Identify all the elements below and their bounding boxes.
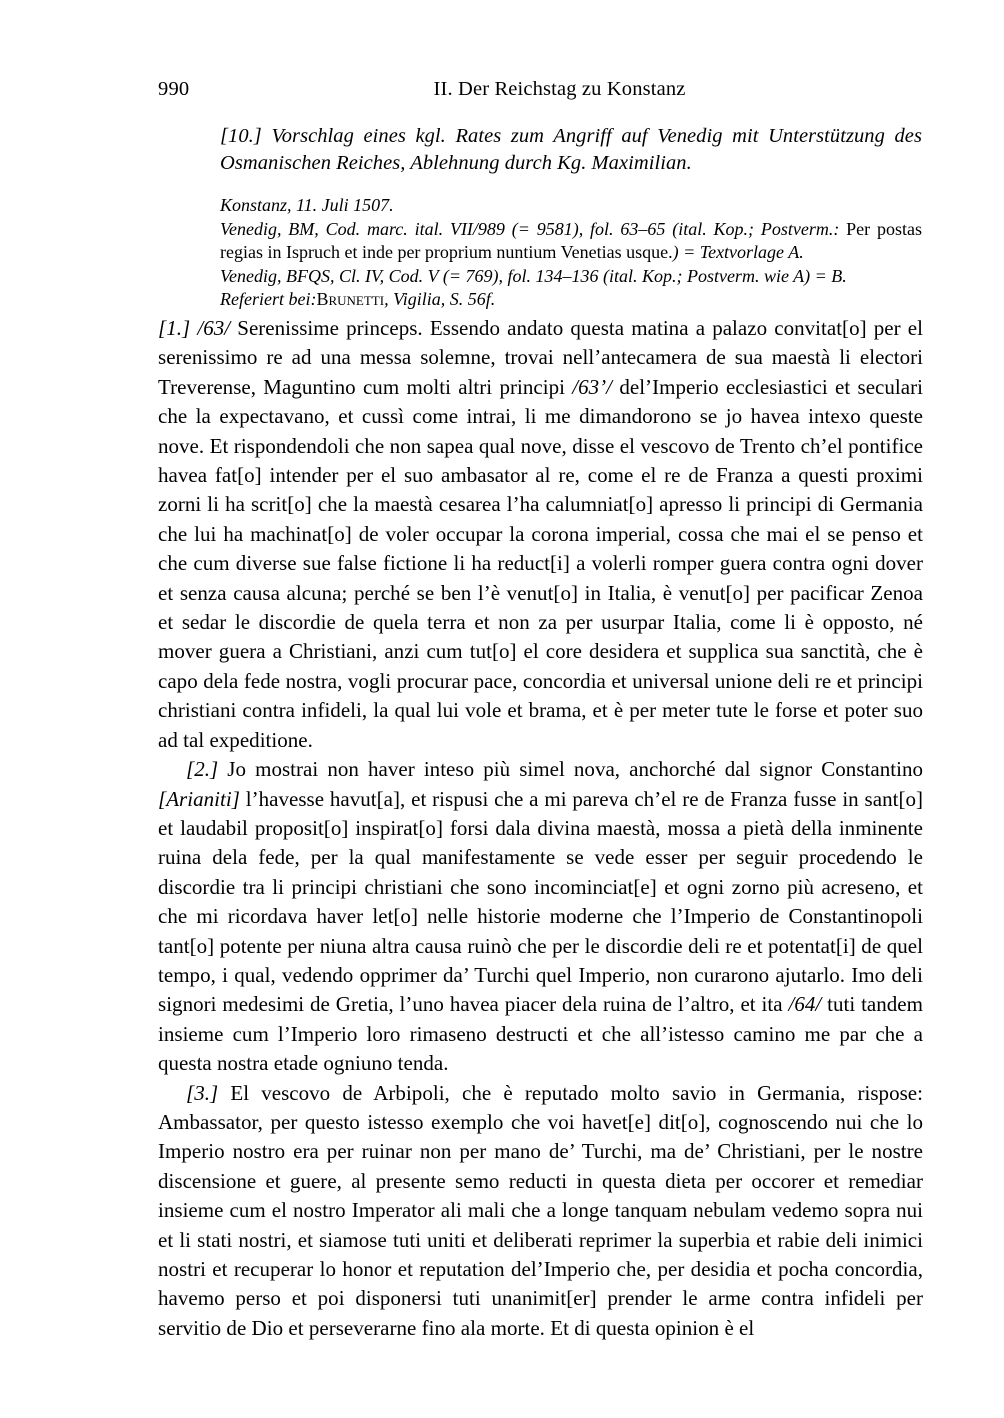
source-line-1-roman: Per postas regias in Ispruch et inde per proprium nuntium Venetias usque.: [220, 218, 922, 262]
paragraph-2: [158, 755, 923, 1078]
source-citation: [220, 218, 922, 312]
source-line-1-italic-b: ) = Textvorlage A.: [672, 242, 804, 262]
section-marker-2: [2.]: [186, 757, 219, 782]
folio-mark-63: /63/: [197, 316, 231, 340]
running-head: [158, 76, 923, 102]
paragraph-1: [158, 314, 923, 755]
running-title: II. Der Reichstag zu Konstanz: [433, 78, 686, 100]
source-line-3-suffix: , Vigilia, S. 56f.: [384, 289, 496, 309]
document-title: [10.] Vorschlag eines kgl. Rates zum Angriff auf Venedig mit Unterstützung des Osmanischen Reiches, Ablehnung durch Kg. Maximilian.: [220, 125, 922, 174]
source-line-2: Venedig, BFQS, Cl. IV, Cod. V (= 769), fol. 134–136 (ital. Kop.; Postverm. wie A) = B.: [220, 265, 847, 286]
section-marker-1: [1.]: [158, 316, 191, 340]
paragraph-3: [158, 1079, 923, 1344]
paragraph-1-text-b: del’Imperio ecclesiastici et seculari che la expectavano, et cussì come intrai, li me dimandorono se jo havea intexo queste nove. Et rispondendoli che non sapea qual nove, disse el vescovo de Trento ch’el pontifice havea fat[o] intender per el suo ambasator al re, come el re de Franza a questi proximi zorni li ha scrit[o] che la maestà cesarea l’ha calumniat[o] apresso li principi di Germania che lui ha machinat[o] de voler occupar la corona imperial, cossa che mai el se penso et che cum diverse sue false fictione li ha reduct[i] a volerli romper guera contra ogni dover et senza causa alcuna; perché se ben l’è venut[o] in Italia, è venut[o] per pacificar Zenoa et sedar le discordie de quela terra et non za per usurpar Italia, come li è opposto, né mover guera a Christiani, anzi cum tut[o] el core desidera et supplica sua sanctità, che è capo dela fede nostra, vogli procurar pace, concordia et universal unione deli re et principi christiani contra infideli, la qual lui vole et brama, et è per meter tute le forse et poter suo ad tal expeditione.: [158, 374, 923, 752]
folio-mark-63v: /63’/: [572, 374, 613, 399]
paragraph-2-text-c: tuti tandem insieme cum l’Imperio loro rimaseno destructi et che all’istesso camino me par che a questa nostra etade ogniuno tenda.: [158, 992, 924, 1076]
paragraph-2-text-b: l’havesse havut[a], et rispusi che a mi pareva ch’el re de Franza fusse in sant[o] et laudabil proposit[o] inspirat[o] forsi dala divina maestà, mossa a pietà della inminente ruina dela fede, per la qual manifestamente se vede esser per seguir procedendo le discordie tra li principi christiani che sono incominciat[e] et ogni zorno più acreseno, et che mi ricordava haver let[o] nelle historie moderne che l’Imperio de Constantinopoli tant[o] potente per niuna altra causa ruinò che per le discordie deli re et potentat[i] de quel tempo, i qual, vedendo opprimer da’ Turchi quel Imperio, non curarono ajutarlo. Imo deli signori medesimi de Gretia, l’uno havea piacer dela ruina de l’altro, et ita: [158, 786, 923, 1017]
body-text: [158, 314, 923, 1343]
reference-author: Brunetti: [316, 289, 385, 309]
paragraph-3-text: El vescovo de Arbipoli, che è reputado molto savio in Germania, rispose: Ambassator, per questo istesso exemplo che voi havet[e] dit[o], cognoscendo nui che lo Imperio nostro era per ruinar non per mano de’ Turchi, ma de’ Christiani, per le nostre discensione et guere, al presente semo reducti in questa dieta per occorer et remediar insieme cum el nostro Imperator ali mali che a longe tanquam nebulam vedemo sopra nui et li stati nostri, et siamose tuti uniti et deliberati reprimer la superbia et rabie deli inimici nostri et recuperar lo honor et reputation del’Imperio che, per desidia et pocha concordia, havemo perso et poi disponersi tuti unanimit[er] prender le arme contra infideli per servitio de Dio et perseverarne fino ala morte. Et di questa opinion è el: [158, 1080, 923, 1340]
document-head-block: [220, 123, 922, 312]
folio-mark-64: /64/: [788, 992, 822, 1017]
paragraph-1-text-a: Serenissime princeps. Essendo andato questa matina a palazo convitat[o] per el serenissimo re ad una messa solemne, trovai nell’antecamera de sua maestà li electori Treverense, Maguntino cum molti altri principi: [158, 316, 923, 399]
section-marker-3: [3.]: [186, 1080, 219, 1105]
source-line-3-prefix: Referiert bei:: [220, 289, 317, 309]
editorial-insertion-arianiti: [Arianiti]: [158, 786, 240, 811]
place-and-date: Konstanz, 11. Juli 1507.: [220, 195, 394, 215]
source-line-1-italic-a: Venedig, BM, Cod. marc. ital. VII/989 (= 9581), fol. 63–65 (ital. Kop.; Postverm.:: [220, 218, 840, 239]
page-number: 990: [158, 78, 190, 100]
paragraph-2-text-a: Jo mostrai non haver inteso più simel nova, anchorché dal signor Constantino: [227, 757, 923, 782]
